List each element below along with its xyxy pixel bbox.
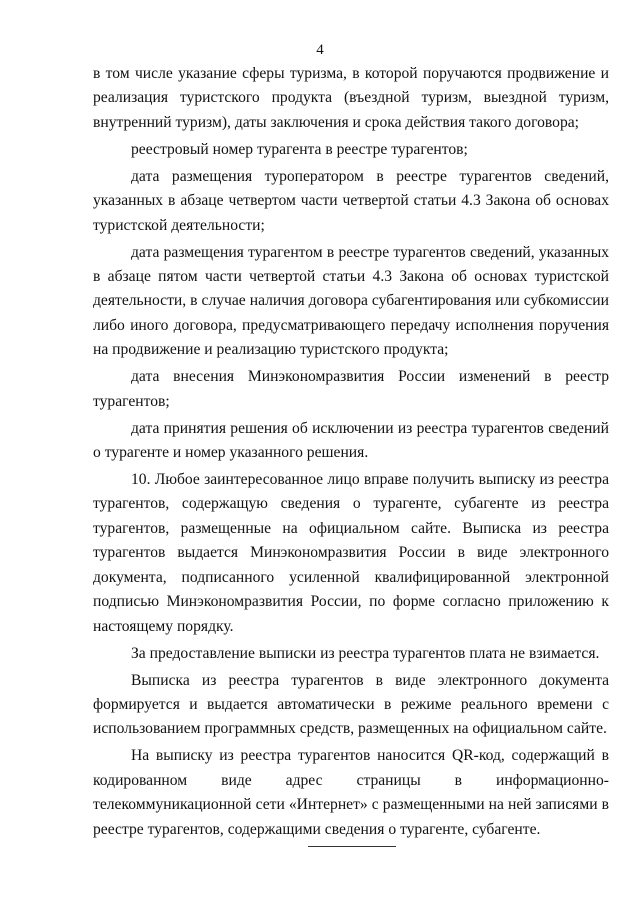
paragraph-changes-date: дата внесения Минэкономразвития России изменений в реестр турагентов; <box>93 368 609 410</box>
paragraph-exclusion-date: дата принятия решения об исключении из реестра турагентов сведений о турагенте и номер указанного решения. <box>93 419 609 462</box>
paragraph-continuation: в том числе указание сферы туризма, в которой поручаются продвижение и реализация туристского продукта (въездной туризм, выездной туризм, внутренний туризм), даты заключения и срока действия такого договора; <box>93 65 609 131</box>
document-body <box>93 62 609 842</box>
paragraph-registry-number: реестровый номер турагента в реестре турагентов; <box>131 140 468 158</box>
paragraph-operator-date: дата размещения туроператором в реестре турагентов сведений, указанных в абзаце четвертом части четвертой статьи 4.3 Закона об основах туристской деятельности; <box>93 167 609 234</box>
page-number: 4 <box>316 42 324 58</box>
end-separator-line <box>308 846 396 847</box>
paragraph-electronic-extract: Выписка из реестра турагентов в виде электронного документа формируется и выдается автоматически в режиме реального времени с использованием программных средств, размещенных на официальном сайте. <box>93 671 609 738</box>
paragraph-agent-date: дата размещения турагентом в реестре турагентов сведений, указанных в абзаце пятом части четвертой статьи 4.3 Закона об основах туристской деятельности, в случае наличия договора субагентирования или субкомиссии либо иного договора, предусматривающего передачу исполнения поручения на продвижение и реализацию туристского продукта; <box>93 243 609 359</box>
paragraph-item-10: 10. Любое заинтересованное лицо вправе получить выписку из реестра турагентов, содержащую сведения о турагенте, субагенте из реестра турагентов, размещенные на официальном сайте. Выписка из реестра турагентов выдается Минэкономразвития России в виде электронного документа, подписанного усиленной квалифицированной электронной подписью Минэкономразвития России, по форме согласно приложению к настоящему порядку. <box>93 471 609 635</box>
paragraph-qr-code: На выписку из реестра турагентов наносится QR-код, содержащий в кодированном виде адрес страницы в информационно-телекоммуникационной сети «Интернет» с размещенными на ней записями в реестре турагентов, содержащими сведения о турагенте, субагенте. <box>93 747 609 838</box>
paragraph-no-fee: За предоставление выписки из реестра турагентов плата не взимается. <box>131 644 600 662</box>
